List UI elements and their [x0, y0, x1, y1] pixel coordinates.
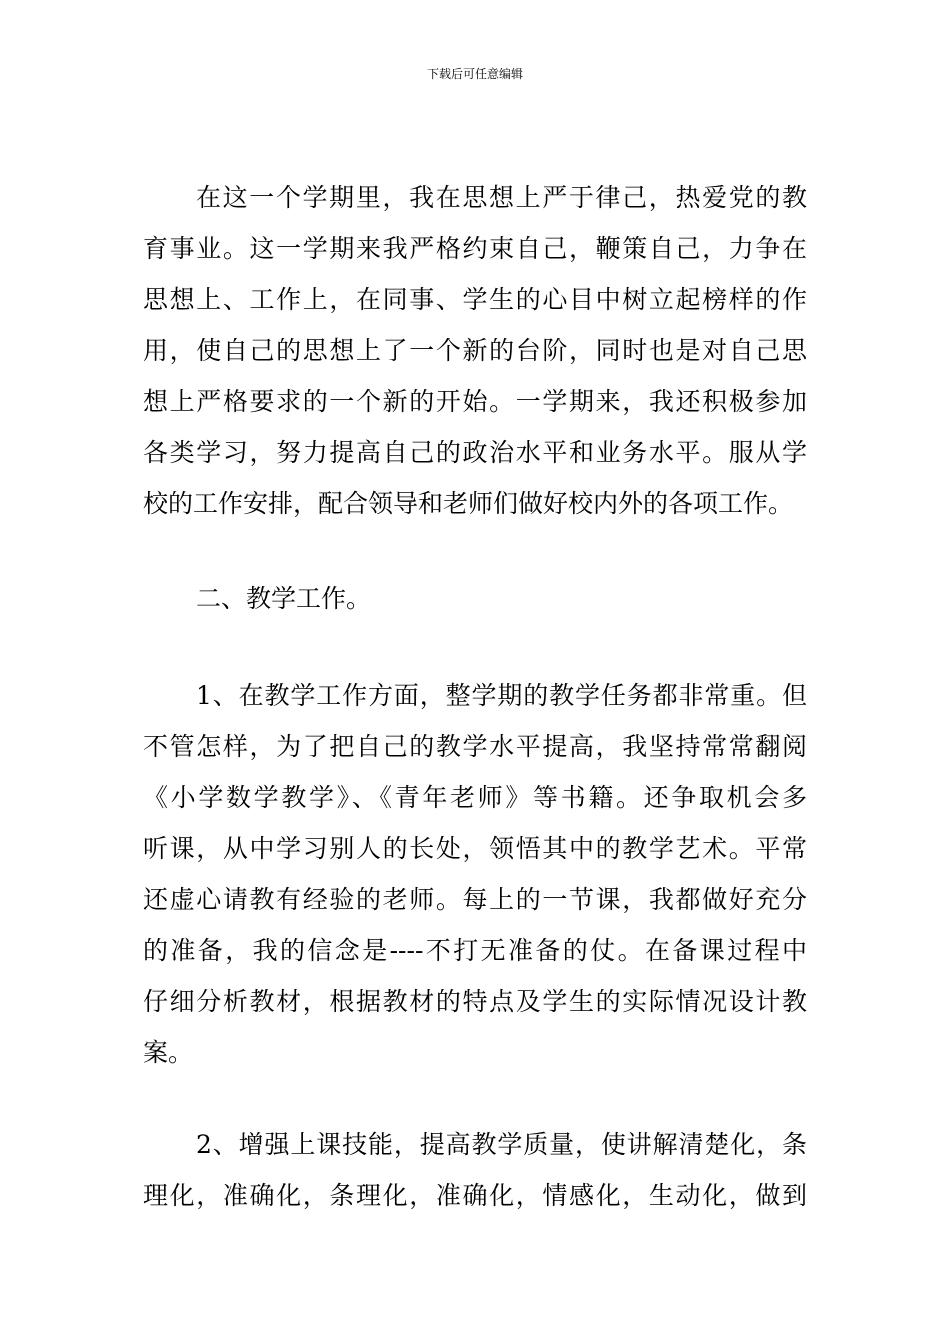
- paragraph-line: 育事业。这一学期来我严格约束自己，鞭策自己，力争在: [143, 234, 807, 263]
- paragraph-teaching-1: [143, 670, 807, 1078]
- paragraph-line: 《小学数学教学》、《青年老师》等书籍。还争取机会多: [143, 783, 807, 812]
- page-header-note: 下载后可任意编辑: [426, 67, 523, 81]
- paragraph-ideology: [143, 172, 807, 529]
- paragraph-line: 用，使自己的思想上了一个新的台阶，同时也是对自己思: [143, 336, 807, 365]
- paragraph-line: 思想上、工作上，在同事、学生的心目中树立起榜样的作: [143, 285, 807, 314]
- paragraph-line: 想上严格要求的一个新的开始。一学期来，我还积极参加: [143, 387, 807, 416]
- section-heading-text: 二、教学工作。: [196, 584, 372, 613]
- paragraph-teaching-2: [143, 1119, 807, 1221]
- paragraph-line: 1、在教学工作方面，整学期的教学任务都非常重。但: [196, 681, 807, 710]
- paragraph-line: 不管怎样，为了把自己的教学水平提高，我坚持常常翻阅: [143, 732, 807, 761]
- paragraph-line: 在这一个学期里，我在思想上严于律己，热爱党的教: [196, 183, 807, 212]
- paragraph-line: 的准备，我的信念是----不打无准备的仗。在备课过程中: [143, 936, 807, 965]
- paragraph-line: 各类学习，努力提高自己的政治水平和业务水平。服从学: [143, 438, 807, 467]
- paragraph-line: 仔细分析教材，根据教材的特点及学生的实际情况设计教: [143, 987, 807, 1016]
- paragraph-line: 校的工作安排，配合领导和老师们做好校内外的各项工作。: [143, 489, 794, 518]
- section-heading-teaching: [143, 573, 807, 624]
- paragraph-line: 还虚心请教有经验的老师。每上的一节课，我都做好充分: [143, 885, 807, 914]
- paragraph-line: 理化，准确化，条理化，准确化，情感化，生动化，做到: [143, 1181, 807, 1210]
- paragraph-line: 听课，从中学习别人的长处，领悟其中的教学艺术。平常: [143, 834, 807, 863]
- paragraph-line: 2、增强上课技能，提高教学质量，使讲解清楚化，条: [196, 1130, 807, 1159]
- paragraph-line: 案。: [143, 1038, 194, 1067]
